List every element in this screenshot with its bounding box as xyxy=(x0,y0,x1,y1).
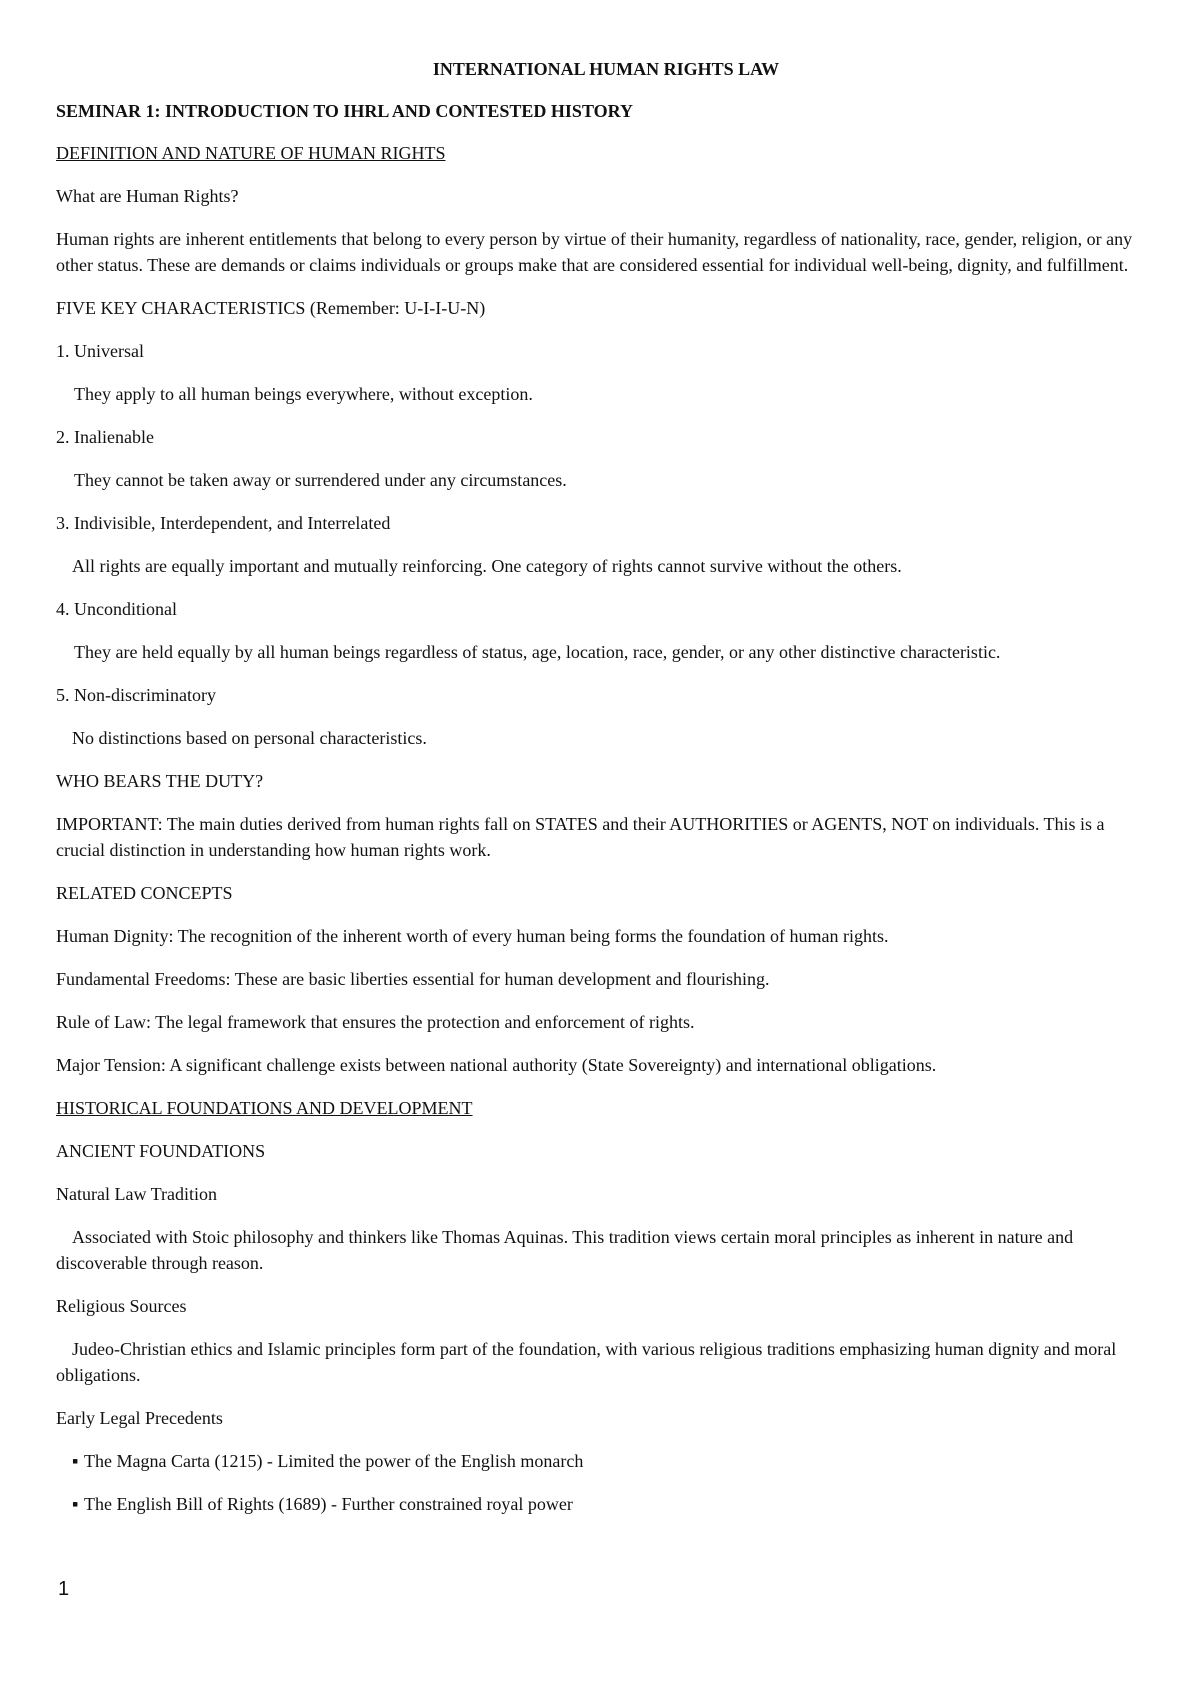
related-concept: Human Dignity: The recognition of the inherent worth of every human being forms the foundation of human rights. xyxy=(56,926,889,946)
characteristic-title: 1. Universal xyxy=(56,341,144,361)
five-characteristics-heading: FIVE KEY CHARACTERISTICS (Remember: U-I-I-U-N) xyxy=(56,298,486,318)
bullet-icon: ▪ xyxy=(72,1494,79,1514)
bullet-icon: ▪ xyxy=(72,1451,79,1471)
ancient-foundations-heading: ANCIENT FOUNDATIONS xyxy=(56,1141,266,1161)
document-title: INTERNATIONAL HUMAN RIGHTS LAW xyxy=(432,59,780,79)
characteristic-title: 2. Inalienable xyxy=(56,427,154,447)
seminar-heading: SEMINAR 1: INTRODUCTION TO IHRL AND CONTESTED HISTORY xyxy=(56,101,633,121)
question-what-are-human-rights: What are Human Rights? xyxy=(56,186,239,206)
characteristic-description: They apply to all human beings everywhere, without exception. xyxy=(74,384,533,404)
characteristic-title: 3. Indivisible, Interdependent, and Interrelated xyxy=(56,513,391,533)
page-number: 1 xyxy=(58,1578,70,1600)
list-item xyxy=(56,1448,1156,1474)
document-page xyxy=(56,56,1156,1534)
related-concept: Major Tension: A significant challenge exists between national authority (State Sovereignty) and international obligations. xyxy=(56,1055,937,1075)
section-heading-historical: HISTORICAL FOUNDATIONS AND DEVELOPMENT xyxy=(56,1098,473,1118)
characteristic-description: They cannot be taken away or surrendered under any circumstances. xyxy=(74,470,567,490)
religious-sources-heading: Religious Sources xyxy=(56,1296,187,1316)
natural-law-paragraph: Associated with Stoic philosophy and thinkers like Thomas Aquinas. This tradition views certain moral principles as inherent in nature and discoverable through reason. xyxy=(56,1227,1074,1273)
duty-paragraph: IMPORTANT: The main duties derived from human rights fall on STATES and their AUTHORITIES or AGENTS, NOT on individuals. This is a crucial distinction in understanding how human rights work. xyxy=(56,814,1105,860)
section-heading-definition: DEFINITION AND NATURE OF HUMAN RIGHTS xyxy=(56,143,446,163)
characteristic-description: All rights are equally important and mutually reinforcing. One category of rights cannot survive without the others. xyxy=(72,556,902,576)
related-concept: Rule of Law: The legal framework that ensures the protection and enforcement of rights. xyxy=(56,1012,695,1032)
characteristic-description: They are held equally by all human beings regardless of status, age, location, race, gender, or any other distinctive characteristic. xyxy=(74,642,1001,662)
early-legal-precedents-heading: Early Legal Precedents xyxy=(56,1408,223,1428)
natural-law-heading: Natural Law Tradition xyxy=(56,1184,217,1204)
religious-sources-paragraph: Judeo-Christian ethics and Islamic principles form part of the foundation, with various religious traditions emphasizing human dignity and moral obligations. xyxy=(56,1339,1117,1385)
characteristic-description: No distinctions based on personal characteristics. xyxy=(72,728,427,748)
list-item-text: The English Bill of Rights (1689) - Further constrained royal power xyxy=(84,1494,573,1514)
related-concept: Fundamental Freedoms: These are basic liberties essential for human development and flourishing. xyxy=(56,969,770,989)
definition-paragraph: Human rights are inherent entitlements that belong to every person by virtue of their humanity, regardless of nationality, race, gender, religion, or any other status. These are demands or claims individuals or groups make that are considered essential for individual well-being, dignity, and fulfillment. xyxy=(56,229,1133,275)
characteristic-title: 4. Unconditional xyxy=(56,599,177,619)
related-concepts-heading: RELATED CONCEPTS xyxy=(56,883,233,903)
characteristic-title: 5. Non-discriminatory xyxy=(56,685,216,705)
list-item-text: The Magna Carta (1215) - Limited the power of the English monarch xyxy=(84,1451,584,1471)
list-item xyxy=(56,1491,1156,1517)
duty-heading: WHO BEARS THE DUTY? xyxy=(56,771,264,791)
